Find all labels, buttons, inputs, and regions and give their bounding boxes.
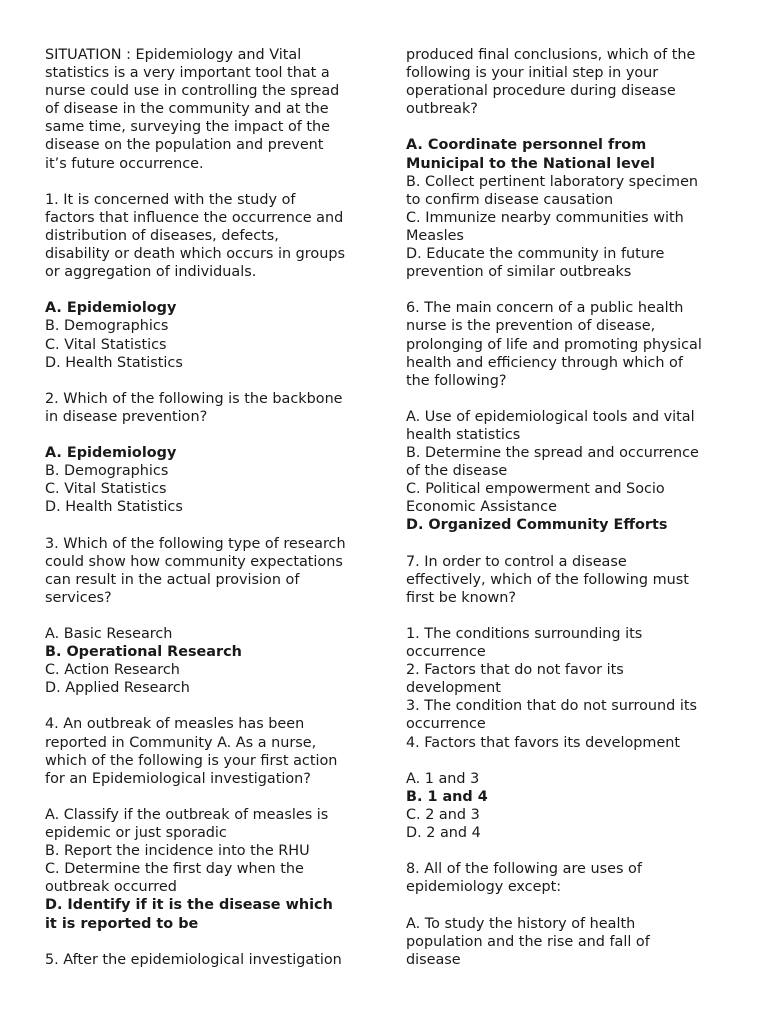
choice-line: C. 2 and 3	[406, 806, 480, 823]
text-line: services?	[45, 589, 112, 606]
choice-line: D. Health Statistics	[45, 499, 183, 516]
left-column	[45, 46, 367, 987]
choice-line: to confirm disease causation	[406, 191, 614, 208]
choice-line: Measles	[406, 227, 464, 244]
question-text	[406, 553, 724, 607]
question-text	[45, 535, 367, 607]
text-line: 3. Which of the following type of research	[45, 535, 346, 552]
choice-line: D. Educate the community in future	[406, 246, 665, 263]
text-line: following is your initial step in your	[406, 65, 659, 82]
answer-choices	[406, 915, 724, 969]
question-text	[45, 390, 367, 426]
text-line: first be known?	[406, 589, 517, 606]
text-line: same time, surveying the impact of the	[45, 119, 331, 136]
answer-choices	[45, 625, 367, 697]
correct-answer-line: B. Operational Research	[45, 644, 242, 661]
text-line: outbreak?	[406, 101, 478, 118]
situation-paragraph	[45, 46, 367, 173]
answer-choices	[406, 408, 724, 535]
question-text	[45, 951, 367, 969]
answer-choices	[406, 625, 724, 752]
choice-line: B. Demographics	[45, 318, 169, 335]
text-line: 1. It is concerned with the study of	[45, 191, 296, 208]
correct-answer-line: B. 1 and 4	[406, 788, 488, 805]
answer-choices	[45, 444, 367, 516]
choice-line: 3. The condition that do not surround its	[406, 698, 697, 715]
text-line: produced final conclusions, which of the	[406, 47, 696, 63]
right-column	[406, 46, 724, 987]
choice-line: C. Action Research	[45, 662, 180, 679]
choice-line: A. Use of epidemiological tools and vital	[406, 408, 695, 425]
choice-line: occurrence	[406, 716, 486, 733]
choice-line: A. Classify if the outbreak of measles is	[45, 806, 329, 823]
choice-line: epidemic or just sporadic	[45, 825, 227, 842]
choice-line: A. Basic Research	[45, 626, 173, 642]
text-line: which of the following is your first action	[45, 752, 338, 769]
choice-line: A. 1 and 3	[406, 770, 480, 787]
text-line: nurse could use in controlling the spread	[45, 83, 340, 100]
choice-line: occurrence	[406, 644, 486, 661]
text-line: nurse is the prevention of disease,	[406, 318, 656, 335]
answer-choices	[406, 770, 724, 842]
text-line: 8. All of the following are uses of	[406, 861, 642, 878]
choice-line: disease	[406, 951, 461, 968]
text-line: in disease prevention?	[45, 408, 208, 425]
answer-choices	[406, 136, 724, 281]
choice-line: C. Political empowerment and Socio	[406, 481, 665, 498]
correct-answer-line: Municipal to the National level	[406, 155, 655, 172]
choice-line: B. Determine the spread and occurrence	[406, 445, 699, 462]
text-line: 7. In order to control a disease	[406, 553, 627, 570]
choice-line: Economic Assistance	[406, 499, 557, 516]
text-line: for an Epidemiological investigation?	[45, 770, 311, 787]
text-line: it’s future occurrence.	[45, 155, 204, 172]
correct-answer-line: D. Identify if it is the disease which	[45, 897, 333, 914]
choice-line: B. Report the incidence into the RHU	[45, 843, 310, 860]
correct-answer-line: D. Organized Community Efforts	[406, 517, 668, 534]
text-line: effectively, which of the following must	[406, 571, 689, 588]
choice-line: B. Demographics	[45, 463, 169, 480]
correct-answer-line: it is reported to be	[45, 915, 199, 932]
text-line: 5. After the epidemiological investigation	[45, 951, 342, 968]
correct-answer-line: A. Epidemiology	[45, 300, 177, 317]
choice-line: B. Collect pertinent laboratory specimen	[406, 173, 699, 190]
text-line: or aggregation of individuals.	[45, 264, 257, 281]
choice-line: health statistics	[406, 426, 521, 443]
text-line: the following?	[406, 372, 507, 389]
text-line: disability or death which occurs in groups	[45, 246, 345, 263]
choice-line: outbreak occurred	[45, 879, 177, 896]
correct-answer-line: A. Epidemiology	[45, 445, 177, 462]
choice-line: development	[406, 680, 501, 697]
question-text	[406, 860, 724, 896]
text-line: health and efficiency through which of	[406, 354, 683, 371]
text-line: distribution of diseases, defects,	[45, 227, 279, 244]
choice-line: of the disease	[406, 463, 508, 480]
answer-choices	[45, 299, 367, 371]
text-line: operational procedure during disease	[406, 83, 676, 100]
text-line: prolonging of life and promoting physical	[406, 336, 702, 353]
choice-line: C. Determine the first day when the	[45, 861, 304, 878]
question-text	[45, 715, 367, 787]
question-text	[406, 46, 724, 118]
text-line: statistics is a very important tool that a	[45, 65, 330, 82]
choice-line: 1. The conditions surrounding its	[406, 626, 643, 642]
text-line: epidemiology except:	[406, 879, 562, 896]
choice-line: C. Vital Statistics	[45, 481, 167, 498]
choice-line: A. To study the history of health	[406, 915, 636, 932]
choice-line: prevention of similar outbreaks	[406, 264, 632, 281]
text-line: disease on the population and prevent	[45, 137, 324, 154]
text-line: SITUATION : Epidemiology and Vital	[45, 47, 302, 63]
text-line: reported in Community A. As a nurse,	[45, 734, 317, 751]
correct-answer-line: A. Coordinate personnel from	[406, 137, 647, 154]
choice-line: C. Vital Statistics	[45, 336, 167, 353]
text-line: could show how community expectations	[45, 553, 343, 570]
choice-line: D. Health Statistics	[45, 354, 183, 371]
choice-line: C. Immunize nearby communities with	[406, 209, 684, 226]
choice-line: 4. Factors that favors its development	[406, 734, 681, 751]
question-text	[45, 191, 367, 281]
question-text	[406, 299, 724, 389]
choice-line: D. 2 and 4	[406, 825, 481, 842]
choice-line: 2. Factors that do not favor its	[406, 662, 624, 679]
text-line: 2. Which of the following is the backbone	[45, 390, 343, 407]
answer-choices	[45, 806, 367, 933]
text-line: factors that influence the occurrence and	[45, 209, 344, 226]
text-line: 4. An outbreak of measles has been	[45, 716, 305, 733]
choice-line: D. Applied Research	[45, 680, 190, 697]
choice-line: population and the rise and fall of	[406, 933, 650, 950]
text-line: 6. The main concern of a public health	[406, 300, 684, 317]
text-line: can result in the actual provision of	[45, 571, 300, 588]
text-line: of disease in the community and at the	[45, 101, 329, 118]
